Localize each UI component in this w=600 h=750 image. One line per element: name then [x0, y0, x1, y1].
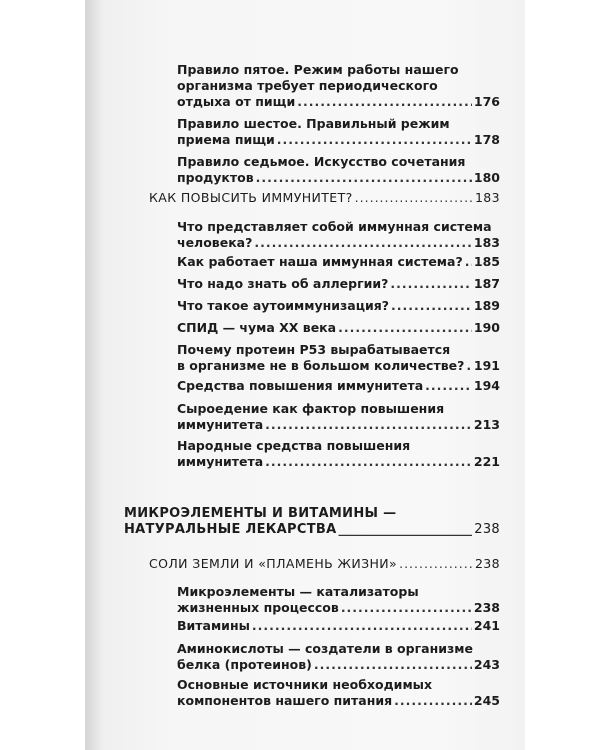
toc-entry-line: Основные источники необходимых [177, 677, 433, 692]
toc-entry-title: СПИД — чума XX века [177, 320, 337, 335]
toc-page-number: 243 [473, 657, 500, 672]
dot-leader [394, 693, 472, 709]
toc-chapter-line: МИКРОЭЛЕМЕНТЫ И ВИТАМИНЫ — [124, 506, 397, 521]
toc-page-number: 238 [474, 522, 500, 537]
toc-entry [177, 219, 500, 251]
toc-page-number: 187 [473, 276, 500, 291]
toc-entry-title: отдыха от пищи [177, 94, 296, 109]
toc-entry [177, 154, 500, 186]
toc-entry-title: иммунитета [177, 417, 264, 432]
toc-page-number: 238 [473, 600, 500, 615]
dot-leader [277, 132, 472, 148]
dot-leader [314, 657, 472, 673]
dot-leader [338, 522, 472, 538]
dot-leader [399, 556, 473, 572]
toc-entry [177, 62, 500, 110]
toc-section-title: КАК ПОВЫСИТЬ ИММУНИТЕТ? [149, 190, 353, 205]
toc-page-number: 245 [473, 693, 500, 708]
toc-chapter [124, 506, 500, 538]
toc-entry-title: Как работает наша иммунная система? [177, 254, 463, 269]
toc-page-number: 194 [473, 378, 500, 393]
dot-leader [265, 454, 472, 470]
toc-entry-title: продуктов [177, 170, 254, 185]
toc-entry-title: Что надо знать об аллергии? [177, 276, 389, 291]
toc-entry [177, 254, 500, 270]
toc-entry [177, 320, 500, 336]
dot-leader [465, 254, 472, 270]
toc-entry [177, 276, 500, 292]
toc-page-number: 213 [473, 417, 500, 432]
dot-leader [391, 298, 472, 314]
toc-entry [177, 116, 500, 148]
toc-entry-line: Правило пятое. Режим работы нашего [177, 62, 459, 77]
toc-entry-title: жизненных процессов [177, 600, 339, 615]
toc-entry [177, 401, 500, 433]
toc-entry [177, 438, 500, 470]
dot-leader [297, 94, 472, 110]
dot-leader [338, 320, 472, 336]
toc-page-number: 183 [473, 235, 500, 250]
toc-page-number: 238 [474, 556, 500, 571]
toc-entry-line: Микроэлементы — катализаторы [177, 584, 419, 599]
toc-section [149, 190, 500, 206]
toc-entry-line: Что представляет собой иммунная система [177, 219, 492, 234]
toc-page-number: 221 [473, 454, 500, 469]
toc-entry-title: Средства повышения иммунитета [177, 378, 424, 393]
toc-entry-title: Что такое аутоиммунизация? [177, 298, 390, 313]
toc-chapter-title: НАТУРАЛЬНЫЕ ЛЕКАРСТВА [124, 522, 337, 537]
toc-entry-title: белка (протеинов) [177, 657, 312, 672]
toc-entry-title: в организме не в большом количестве? [177, 358, 465, 373]
toc-page-number: 191 [473, 358, 500, 373]
dot-leader [265, 417, 472, 433]
toc-entry-line: Правило шестое. Правильный режим [177, 116, 450, 131]
dot-leader [256, 170, 472, 186]
toc-entry-title: Витамины [177, 618, 250, 633]
toc-entry-title: человека? [177, 235, 253, 250]
dot-leader [254, 235, 472, 251]
toc-entry-line: Аминокислоты — создатели в организме [177, 641, 473, 656]
toc-entry-title: иммунитета [177, 454, 264, 469]
dot-leader [390, 276, 472, 292]
toc-entry-line: Почему протеин P53 вырабатывается [177, 342, 451, 357]
toc-entry-line: организма требует периодического [177, 78, 438, 93]
toc-page-number: 241 [473, 618, 500, 633]
dot-leader [252, 618, 472, 634]
toc-page-number: 185 [473, 254, 500, 269]
toc-page-number: 190 [473, 320, 500, 335]
toc-entry [177, 641, 500, 673]
toc-section [149, 556, 500, 572]
dot-leader [341, 600, 472, 616]
toc-entry-line: Народные средства повышения [177, 438, 411, 453]
toc-page-number: 183 [474, 190, 500, 205]
toc-page-number: 176 [473, 94, 500, 109]
toc-entry-title: компонентов нашего питания [177, 693, 393, 708]
toc-entry-line: Правило седьмое. Искусство сочетания [177, 154, 466, 169]
toc-entry-line: Сыроедение как фактор повышения [177, 401, 445, 416]
dot-leader [466, 358, 472, 374]
dot-leader [425, 378, 472, 394]
toc-page-number: 180 [473, 170, 500, 185]
toc-page-number: 178 [473, 132, 500, 147]
toc-entry [177, 584, 500, 616]
toc-section-title: СОЛИ ЗЕМЛИ И «ПЛАМЕНЬ ЖИЗНИ» [149, 556, 398, 571]
toc-entry-title: приема пищи [177, 132, 275, 147]
toc-page-number: 189 [473, 298, 500, 313]
toc-entry [177, 618, 500, 634]
toc-entry [177, 378, 500, 394]
toc-entry [177, 298, 500, 314]
toc-entry [177, 677, 500, 709]
dot-leader [355, 190, 473, 206]
toc-entry [177, 342, 500, 374]
